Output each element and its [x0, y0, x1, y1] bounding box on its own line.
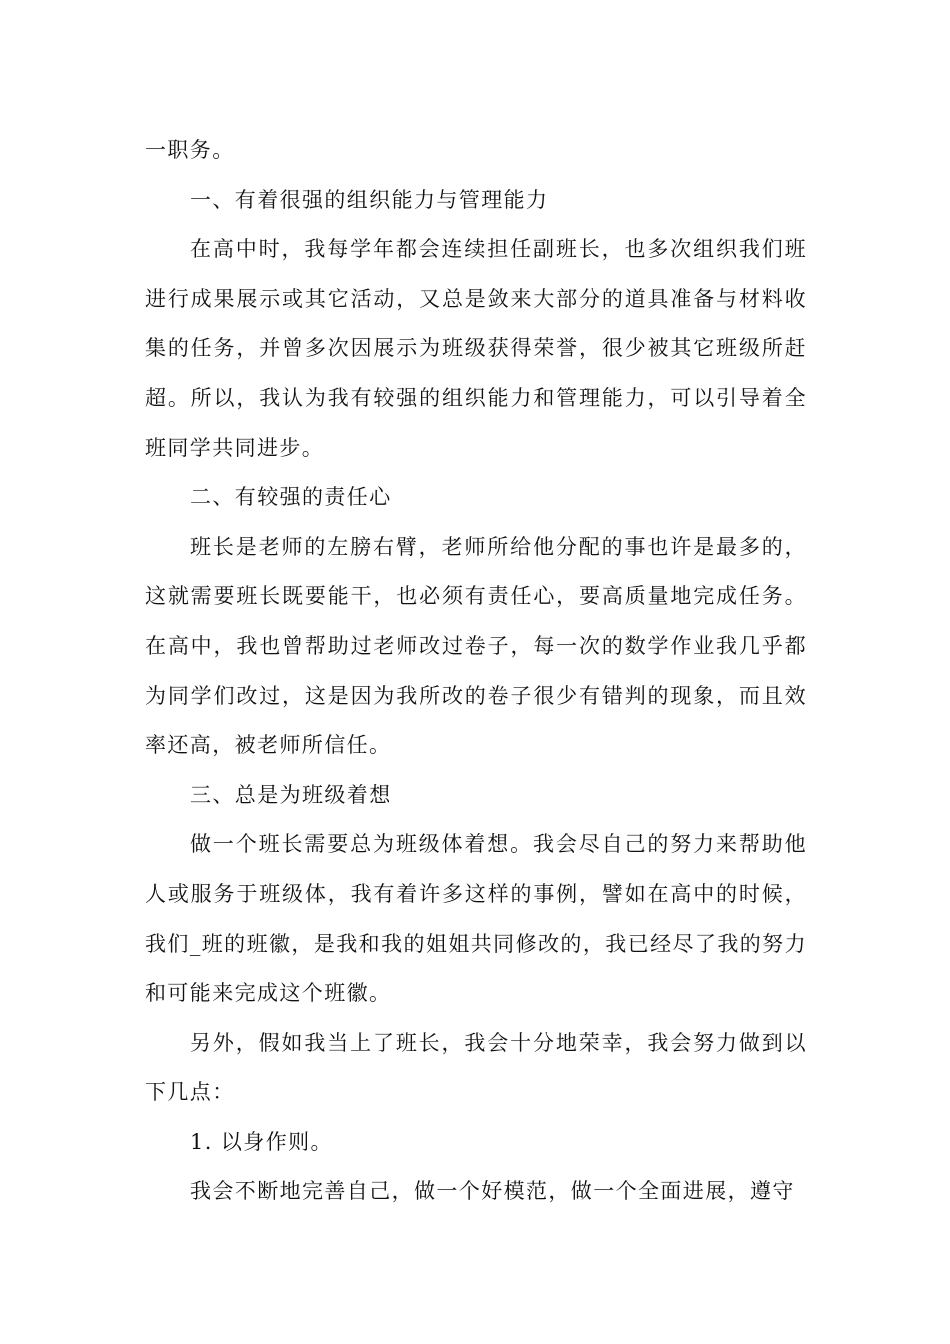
paragraph-self-improvement: 我会不断地完善自己，做一个好模范，做一个全面进展，遵守 [190, 1179, 795, 1204]
section-heading-responsibility: 二、有较强的责任心 [190, 485, 392, 510]
paragraph-organization: 在高中时，我每学年都会连续担任副班长，也多次组织我们班进行成果展示或其它活动，又总是敛来大部分的道具准备与材料收集的任务，并曾多次因展示为班级获得荣誉，很少被其它班级所赶超。所以，我认为我有较强的组织能力和管理能力，可以引导着全班同学共同进步。 [145, 237, 807, 460]
section-heading-class-first: 三、总是为班级着想 [190, 782, 392, 807]
section-heading-organization: 一、有着很强的组织能力与管理能力 [190, 187, 549, 212]
paragraph-plans-intro: 另外，假如我当上了班长，我会十分地荣幸，我会努力做到以下几点： [145, 1030, 807, 1105]
paragraph-responsibility: 班长是老师的左膀右臂，老师所给他分配的事也许是最多的，这就需要班长既要能干，也必须有责任心，要高质量地完成任务。在高中，我也曾帮助过老师改过卷子，每一次的数学作业我几乎都为同学们改过，这是因为我所改的卷子很少有错判的现象，而且效率还高，被老师所信任。 [145, 534, 807, 758]
paragraph-class-first: 做一个班长需要总为班级体着想。我会尽自己的努力来帮助他人或服务于班级体，我有着许多这样的事例，譬如在高中的时候，我们_班的班徽，是我和我的姐姐共同修改的，我已经尽了我的努力和可能来完成这个班徽。 [145, 832, 807, 1006]
paragraph-continuation: 一职务。 [145, 138, 235, 162]
list-item-lead-by-example: 1. 以身作则。 [190, 1129, 333, 1154]
document-body [145, 126, 807, 1217]
